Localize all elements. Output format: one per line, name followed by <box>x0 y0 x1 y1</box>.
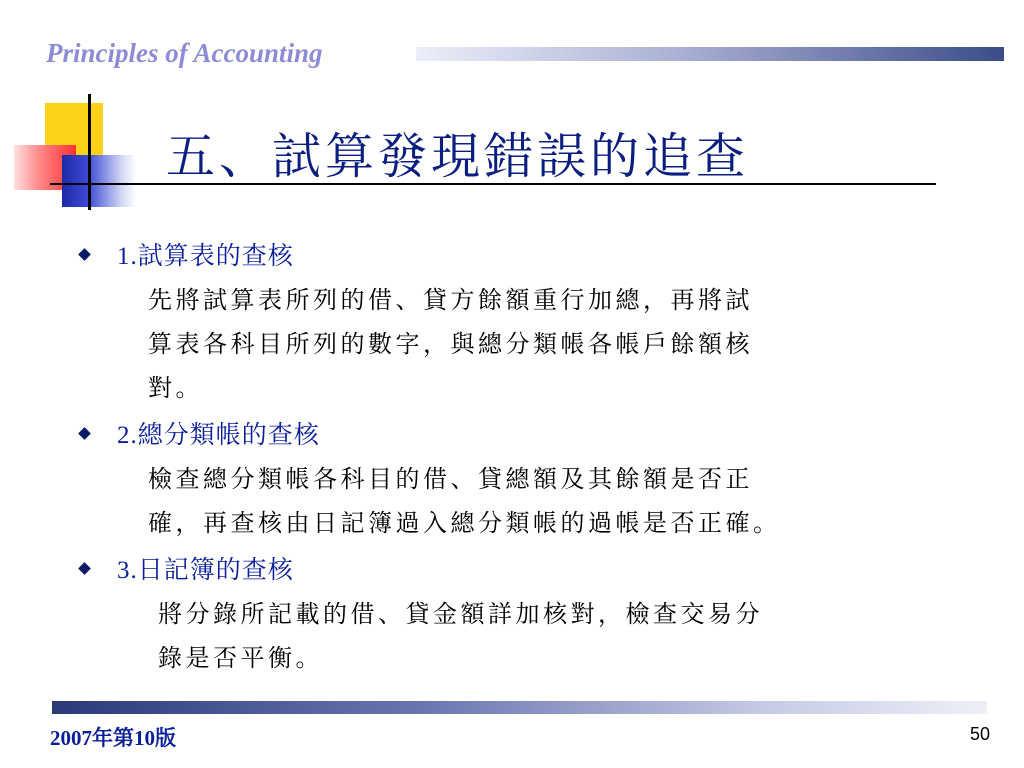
bullet-heading <box>117 236 294 272</box>
bullet-heading-text: 試算表的查核 <box>137 241 294 270</box>
body-line: 先將試算表所列的借、貸方餘額重行加總，再將試 <box>148 286 753 314</box>
bullet-heading-text: 日記簿的查核 <box>137 555 294 584</box>
decoration-blue-square <box>62 155 136 207</box>
bullet-number: 3. <box>117 557 138 584</box>
body-line: 將分錄所記載的借、貸金額詳加核對，檢查交易分 <box>158 600 763 628</box>
body-line: 確，再查核由日記簿過入總分類帳的過帳是否正確。 <box>148 509 781 537</box>
bullet-body <box>158 592 763 680</box>
slide-title: 五、試算發現錯誤的追查 <box>166 128 750 185</box>
page-number: 50 <box>969 724 990 744</box>
footer-gradient-bar <box>52 701 987 714</box>
bullet-item <box>80 550 980 685</box>
bullet-item <box>80 415 980 550</box>
diamond-bullet-icon <box>78 562 91 575</box>
bullet-number: 2. <box>117 422 138 449</box>
body-line: 算表各科目所列的數字，與總分類帳各帳戶餘額核 <box>148 330 753 358</box>
diamond-bullet-icon <box>78 248 91 261</box>
diamond-bullet-icon <box>78 427 91 440</box>
edition-label: 2007年第10版 <box>50 726 176 750</box>
body-line: 檢查總分類帳各科目的借、貸總額及其餘額是否正 <box>148 465 753 493</box>
body-line: 錄是否平衡。 <box>158 644 323 672</box>
bullet-item <box>80 236 980 416</box>
course-title: Principles of Accounting <box>46 38 323 68</box>
body-line: 對。 <box>148 374 203 402</box>
bullet-heading <box>117 550 294 586</box>
bullet-heading-text: 總分類帳的查核 <box>137 420 320 449</box>
bullet-body <box>148 278 753 410</box>
bullet-heading <box>117 415 320 451</box>
header-gradient-bar <box>416 47 1004 61</box>
bullet-body <box>148 457 781 545</box>
bullet-number: 1. <box>117 243 138 270</box>
decoration-vertical-line <box>88 94 91 210</box>
